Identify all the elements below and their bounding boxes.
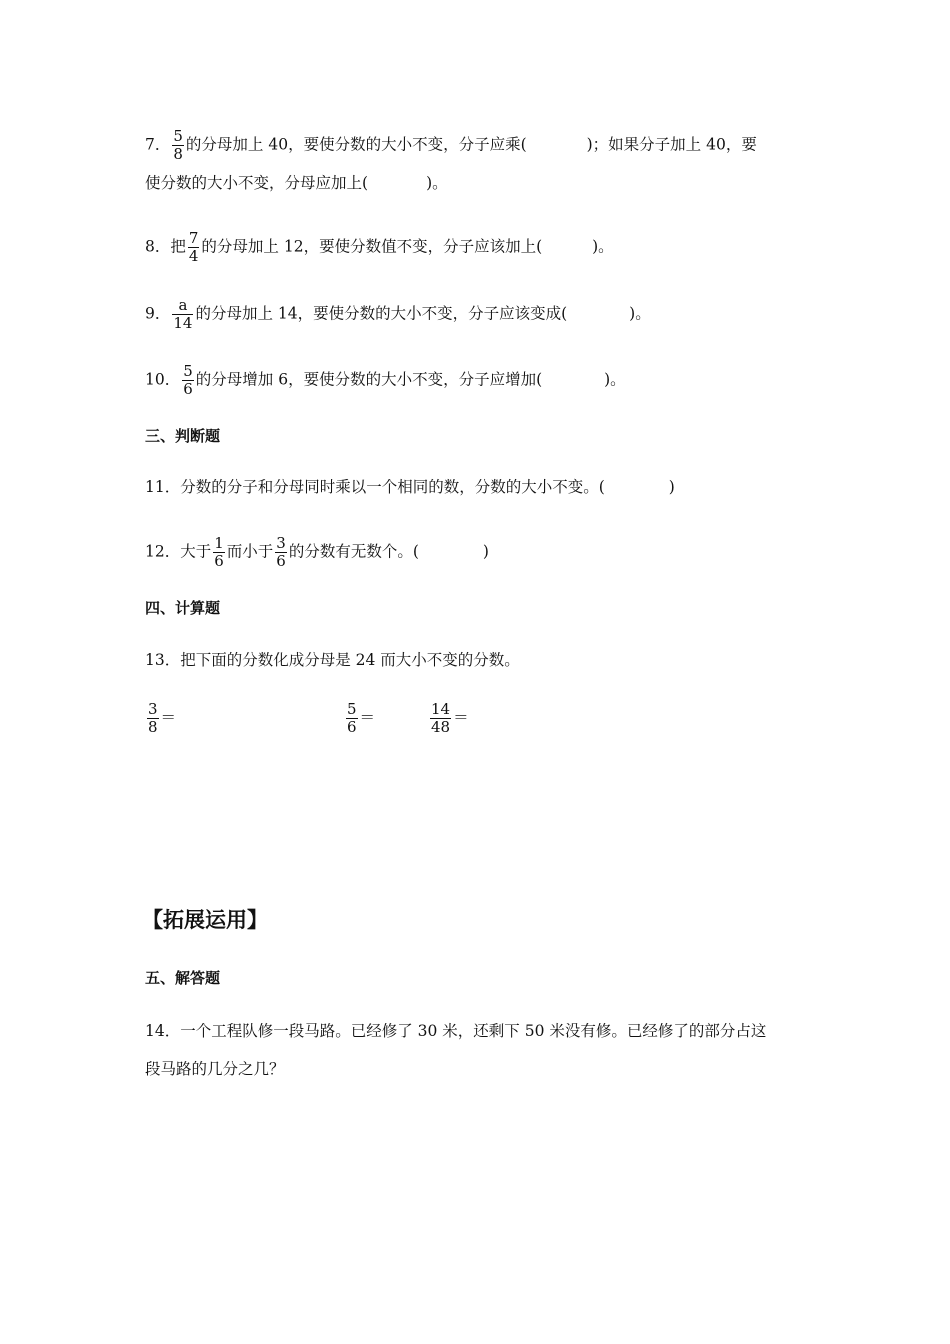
- question-text: 的分数有无数个。(: [288, 542, 419, 561]
- question-7-line-2: [145, 172, 448, 194]
- denominator: 4: [188, 247, 199, 265]
- question-text: )；如果分子加上 40，要: [586, 135, 757, 154]
- section-heading-calculation: 四、计算题: [145, 599, 221, 617]
- question-13: [145, 649, 520, 671]
- denominator: 6: [347, 718, 357, 736]
- question-text: )。: [592, 237, 614, 256]
- extension-heading: 【拓展运用】: [142, 908, 268, 932]
- question-text: 使分数的大小不变，分母应加上(: [145, 174, 369, 192]
- section-heading-answers: 五、解答题: [145, 969, 221, 987]
- fraction: [147, 701, 159, 736]
- question-number: 10．: [145, 370, 181, 389]
- question-text: 而小于: [226, 542, 274, 561]
- question-text: ): [668, 478, 675, 496]
- denominator: 6: [276, 552, 286, 570]
- numerator: 3: [148, 700, 158, 718]
- numerator: 5: [347, 700, 357, 718]
- denominator: 14: [173, 314, 193, 332]
- numerator: 1: [214, 534, 224, 552]
- question-text: )。: [604, 370, 626, 389]
- equals-sign: ＝: [359, 708, 376, 727]
- question-text: 11．分数的分子和分母同时乘以一个相同的数，分数的大小不变。(: [145, 478, 605, 496]
- numerator: 5: [183, 362, 193, 380]
- denominator: 6: [214, 552, 224, 570]
- equals-sign: ＝: [160, 708, 177, 727]
- denominator: 8: [148, 718, 158, 736]
- question-14-line-1: 14．一个工程队修一段马路。已经修了 30 米，还剩下 50 米没有修。已经修了的部分占这: [145, 1022, 767, 1040]
- question-text: ): [482, 542, 489, 561]
- fraction: [182, 363, 194, 398]
- question-9: [145, 297, 651, 332]
- question-text: )。: [629, 304, 651, 323]
- numerator: 3: [276, 534, 286, 552]
- numerator: 7: [188, 229, 199, 247]
- question-7-line-1: [145, 128, 757, 163]
- question-number: 8．把: [145, 237, 186, 256]
- section-heading-judgement: 三、判断题: [145, 427, 221, 445]
- fraction: [172, 297, 193, 332]
- conversion-item-3: [428, 701, 469, 736]
- fraction: [346, 701, 358, 736]
- question-text: 的分母加上 14，要使分数的大小不变，分子应该变成(: [195, 304, 568, 323]
- question-text: 12．大于: [145, 542, 212, 561]
- question-text: 的分母增加 6，要使分数的大小不变，分子应增加(: [195, 370, 543, 389]
- question-text: 13．把下面的分数化成分母是 24 而大小不变的分数。: [145, 651, 520, 669]
- question-number: 7．: [145, 135, 171, 154]
- fraction: [430, 701, 451, 736]
- numerator: 14: [431, 700, 451, 718]
- question-8: [145, 230, 614, 265]
- question-11: [145, 476, 675, 498]
- fraction: [275, 535, 287, 570]
- equals-sign: ＝: [453, 708, 469, 727]
- question-10: [145, 363, 626, 398]
- question-14-line-2: 段马路的几分之几？: [145, 1060, 285, 1078]
- denominator: 48: [431, 718, 451, 736]
- question-text: 的分母加上 12，要使分数值不变，分子应该加上(: [201, 237, 543, 256]
- question-number: 9．: [145, 304, 171, 323]
- fraction: [213, 535, 225, 570]
- numerator: a: [178, 296, 188, 314]
- conversion-item-2: [344, 701, 375, 736]
- conversion-item-1: [145, 701, 176, 736]
- question-text: )。: [426, 174, 448, 192]
- fraction: [172, 128, 184, 163]
- denominator: 6: [183, 380, 193, 398]
- fraction: [188, 230, 200, 265]
- numerator: 5: [173, 127, 183, 145]
- question-text: 的分母加上 40，要使分数的大小不变，分子应乘(: [185, 135, 527, 154]
- denominator: 8: [173, 145, 183, 163]
- question-12: [145, 535, 489, 570]
